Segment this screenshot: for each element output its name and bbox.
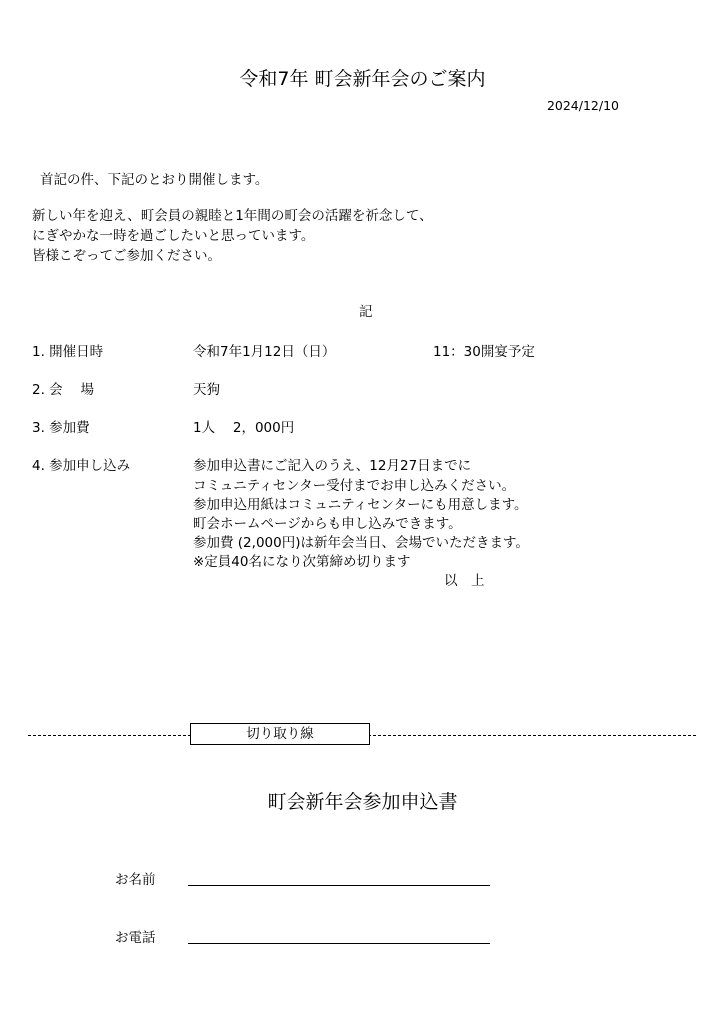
item-value-application-line-6: ※定員40名になり次第締め切ります (193, 554, 411, 570)
item-label-application: 4. 参加申し込み (32, 458, 131, 474)
item-value-venue: 天狗 (193, 382, 220, 398)
item-label-venue: 2. 会 場 (32, 382, 94, 398)
item-value-date: 令和7年1月12日（日） (193, 344, 336, 360)
item-value-fee: 1人 2，000円 (193, 420, 295, 436)
cut-line-label: 切り取り線 (190, 723, 370, 745)
name-label: お名前 (115, 872, 156, 888)
page-title: 令和7年 町会新年会のご案内 (239, 68, 486, 90)
body-line-1: 新しい年を迎え、町会員の親睦と1年間の町会の活躍を祈念して、 (32, 208, 433, 224)
form-title: 町会新年会参加申込書 (267, 791, 458, 813)
body-line-2: にぎやかな一時を過ごしたいと思っています。 (32, 228, 315, 244)
closing-text: 以 上 (444, 573, 485, 589)
item-label-date: 1. 開催日時 (32, 344, 104, 360)
item-value-application-line-1: 参加申込書にご記入のうえ、12月27日までに (193, 458, 472, 474)
name-field[interactable] (188, 885, 490, 886)
phone-label: お電話 (115, 930, 156, 946)
phone-field[interactable] (188, 943, 490, 944)
intro-text: 首記の件、下記のとおり開催します。 (40, 172, 269, 188)
body-line-3: 皆様こぞってご参加ください。 (32, 248, 221, 264)
ki-heading: 記 (359, 304, 373, 320)
issue-date: 2024/12/10 (546, 98, 619, 113)
item-value-time: 11：30開宴予定 (433, 344, 535, 360)
item-value-application-line-3: 参加申込用紙はコミュニティセンターにも用意します。 (193, 497, 528, 513)
item-value-application-line-5: 参加費 (2,000円)は新年会当日、会場でいただきます。 (193, 535, 529, 551)
item-value-application-line-2: コミュニティセンター受付までお申し込みください。 (193, 478, 516, 494)
item-value-application-line-4: 町会ホームページからも申し込みできます。 (193, 516, 462, 532)
item-label-fee: 3. 参加費 (32, 420, 90, 436)
